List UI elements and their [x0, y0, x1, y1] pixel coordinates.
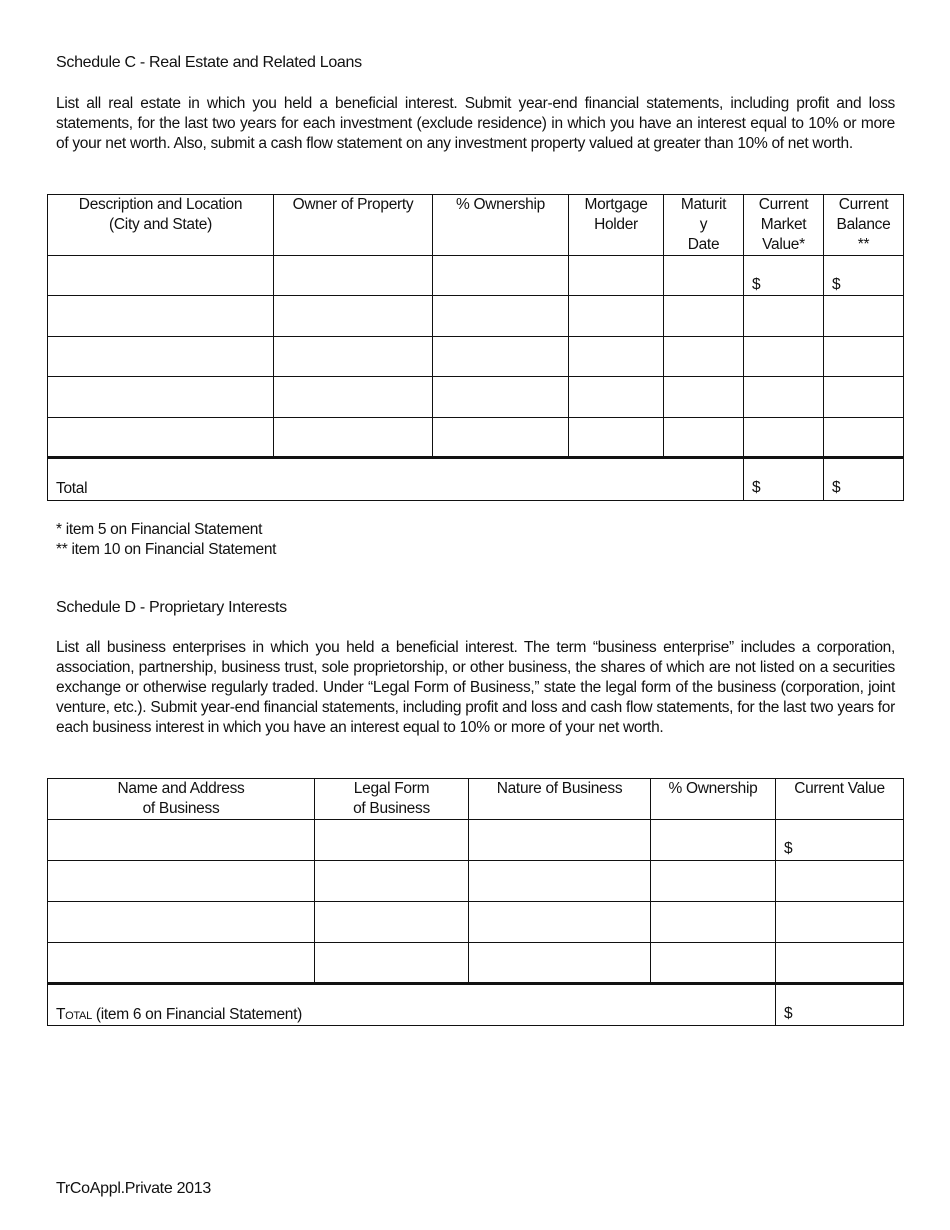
dollar-sign: $ [784, 1005, 793, 1022]
dollar-sign: $ [752, 276, 761, 293]
total-text: Total [56, 480, 88, 497]
input-cell[interactable] [569, 418, 664, 458]
total-current-value-cell[interactable] [776, 984, 904, 1026]
input-cell[interactable] [569, 377, 664, 418]
col-ownership [433, 195, 569, 256]
col-label: of Business [142, 800, 220, 817]
input-cell[interactable] [776, 943, 904, 984]
schedule-c-header-row [48, 195, 904, 256]
col-current-market-value [744, 195, 824, 256]
input-cell[interactable] [776, 902, 904, 943]
input-cell[interactable] [48, 902, 315, 943]
col-label: Description and Location [78, 196, 243, 213]
input-cell[interactable] [433, 377, 569, 418]
schedule-c-note-1: * item 5 on Financial Statement [56, 521, 263, 538]
input-cell[interactable] [824, 377, 904, 418]
total-label [48, 984, 776, 1026]
input-cell[interactable] [824, 296, 904, 337]
input-cell[interactable] [664, 296, 744, 337]
col-label: Current [758, 196, 809, 213]
input-cell[interactable] [433, 256, 569, 296]
col-owner-of-property [274, 195, 433, 256]
input-cell[interactable] [469, 943, 651, 984]
col-label: Legal Form [353, 780, 430, 797]
total-suffix: (item 6 on Financial Statement) [95, 1006, 302, 1023]
input-cell[interactable] [776, 861, 904, 902]
footer-doc-id: TrCoAppl.Private 2013 [56, 1180, 211, 1197]
table-row [48, 256, 904, 296]
input-cell[interactable] [744, 418, 824, 458]
schedule-c-instructions: List all real estate in which you held a beneficial interest. Submit year-end financial statements, including profit and loss statements, for the last two years for each investment (exclude residence) in which you have an interest equal to 10% or more of your net worth. Also, submit a cash flow statement on any investment property valued at greater than 10% of net worth. [56, 95, 895, 152]
col-label: (City and State) [109, 216, 212, 233]
input-cell[interactable] [274, 418, 433, 458]
input-cell[interactable] [433, 337, 569, 377]
input-cell[interactable] [824, 337, 904, 377]
schedule-d-heading: Schedule D - Proprietary Interests [56, 599, 287, 616]
input-cell[interactable] [48, 943, 315, 984]
input-cell[interactable] [664, 377, 744, 418]
input-cell-market-value[interactable] [744, 256, 824, 296]
col-label: Maturit [680, 196, 727, 213]
input-cell[interactable] [315, 820, 469, 861]
input-cell[interactable] [651, 820, 776, 861]
dollar-sign: $ [784, 840, 793, 857]
col-current-value [776, 779, 904, 820]
table-row [48, 377, 904, 418]
input-cell[interactable] [274, 337, 433, 377]
table-row [48, 418, 904, 458]
col-label: % Ownership [668, 780, 758, 797]
input-cell[interactable] [315, 902, 469, 943]
input-cell[interactable] [664, 337, 744, 377]
input-cell[interactable] [48, 820, 315, 861]
schedule-d-instructions: List all business enterprises in which you held a beneficial interest. The term “business enterprise” includes a corporation, association, partnership, business trust, sole proprietorship, or other business, the shares of which are not listed on a securities exchange or otherwise regularly traded. Under “Legal Form of Business,” state the legal form of the business (corporation, joint venture, etc.). Submit year-end financial statements, including profit and loss and cash flow statements, for the last two years for each business interest in which you have an interest equal to 10% or more of your net worth. [56, 639, 895, 736]
input-cell[interactable] [744, 296, 824, 337]
table-row [48, 820, 904, 861]
dollar-sign: $ [832, 276, 841, 293]
col-ownership [651, 779, 776, 820]
col-label: Current [838, 196, 889, 213]
table-row [48, 861, 904, 902]
schedule-c-heading: Schedule C - Real Estate and Related Loans [56, 54, 362, 71]
col-current-balance [824, 195, 904, 256]
input-cell-current-value[interactable] [776, 820, 904, 861]
schedule-d-total-row [48, 984, 904, 1026]
input-cell[interactable] [744, 337, 824, 377]
input-cell[interactable] [824, 418, 904, 458]
input-cell[interactable] [48, 256, 274, 296]
input-cell[interactable] [569, 337, 664, 377]
input-cell[interactable] [48, 296, 274, 337]
input-cell-balance[interactable] [824, 256, 904, 296]
col-nature-of-business [469, 779, 651, 820]
total-text: Total [56, 1006, 92, 1023]
col-label: Nature of Business [496, 780, 623, 797]
schedule-d-table [47, 778, 904, 1026]
col-label: Balance [836, 216, 891, 233]
schedule-c-note-2: ** item 10 on Financial Statement [56, 541, 277, 558]
col-label: % Ownership [456, 196, 545, 213]
col-name-address [48, 779, 315, 820]
total-balance-cell[interactable] [824, 458, 904, 501]
input-cell[interactable] [744, 377, 824, 418]
input-cell[interactable] [315, 861, 469, 902]
col-label: of Business [353, 800, 430, 817]
col-legal-form [315, 779, 469, 820]
input-cell[interactable] [651, 902, 776, 943]
input-cell[interactable] [433, 296, 569, 337]
input-cell[interactable] [48, 418, 274, 458]
table-row [48, 943, 904, 984]
table-row [48, 902, 904, 943]
col-label: Value* [762, 236, 805, 253]
col-label: Mortgage [584, 196, 648, 213]
total-label [48, 458, 744, 501]
input-cell[interactable] [274, 296, 433, 337]
input-cell[interactable] [48, 377, 274, 418]
input-cell[interactable] [569, 296, 664, 337]
col-label: Name and Address [117, 780, 245, 797]
col-label: y [699, 216, 708, 233]
table-row [48, 337, 904, 377]
col-label: ** [857, 236, 870, 253]
input-cell[interactable] [469, 902, 651, 943]
table-row [48, 296, 904, 337]
total-market-value-cell[interactable] [744, 458, 824, 501]
schedule-c-table [47, 194, 904, 501]
input-cell[interactable] [274, 377, 433, 418]
input-cell[interactable] [569, 256, 664, 296]
col-mortgage-holder [569, 195, 664, 256]
input-cell[interactable] [664, 418, 744, 458]
schedule-d-header-row [48, 779, 904, 820]
col-label: Market [760, 216, 807, 233]
col-label: Date [687, 236, 720, 253]
input-cell[interactable] [651, 861, 776, 902]
col-maturity-date [664, 195, 744, 256]
col-label: Owner of Property [292, 196, 414, 213]
col-label: Holder [594, 216, 638, 233]
input-cell[interactable] [469, 861, 651, 902]
schedule-c-total-row [48, 458, 904, 501]
input-cell[interactable] [651, 943, 776, 984]
col-description-location [48, 195, 274, 256]
dollar-sign: $ [832, 479, 841, 496]
dollar-sign: $ [752, 479, 761, 496]
input-cell[interactable] [469, 820, 651, 861]
input-cell[interactable] [274, 256, 433, 296]
input-cell[interactable] [433, 418, 569, 458]
input-cell[interactable] [48, 337, 274, 377]
input-cell[interactable] [48, 861, 315, 902]
input-cell[interactable] [664, 256, 744, 296]
col-label: Current Value [794, 780, 885, 797]
input-cell[interactable] [315, 943, 469, 984]
